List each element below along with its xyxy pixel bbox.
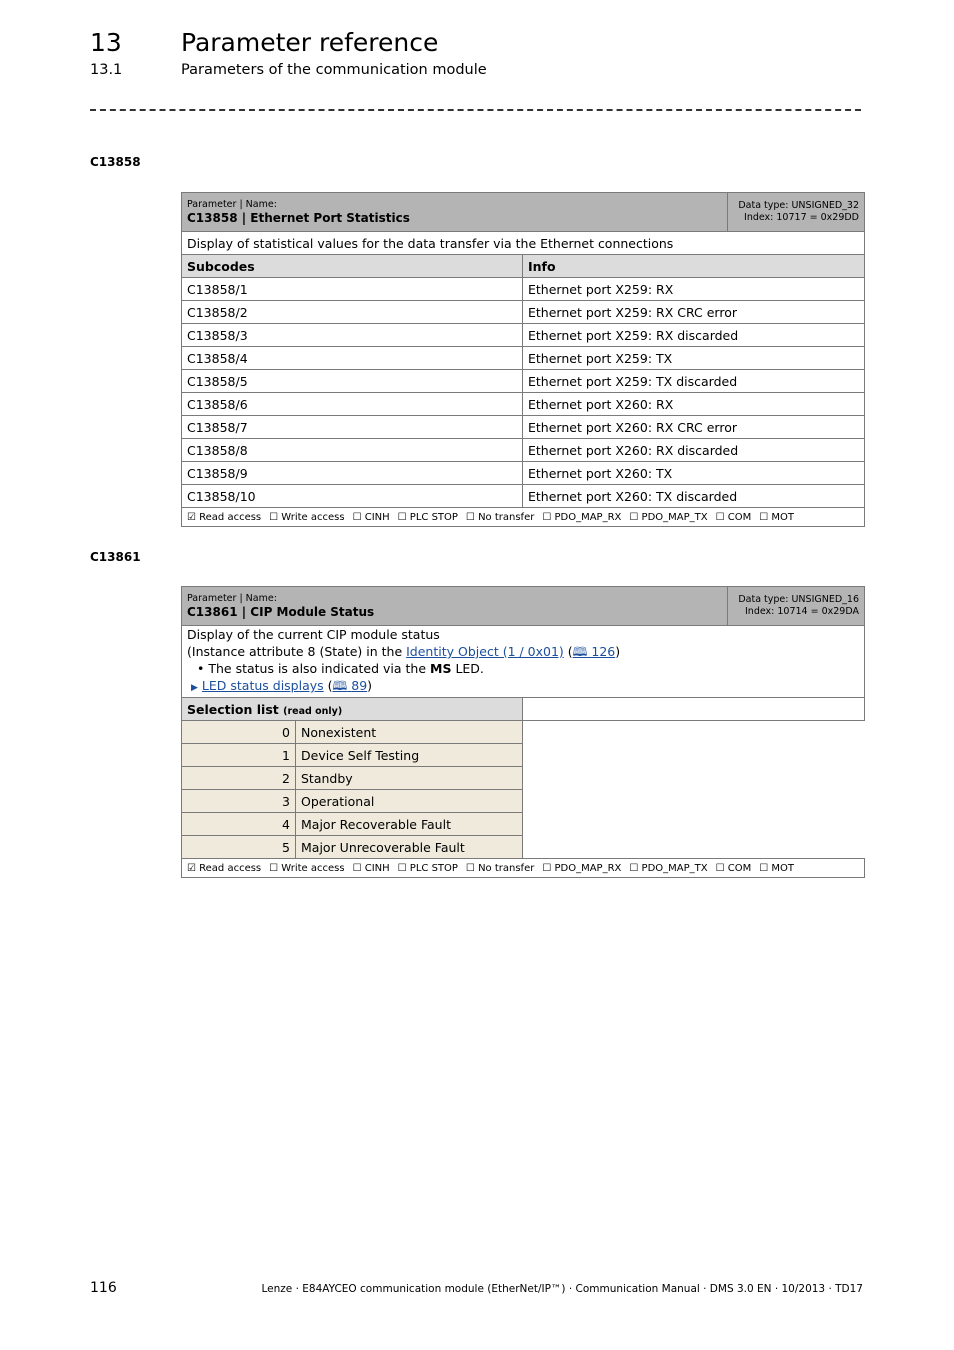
selection-value: 2 xyxy=(182,767,296,790)
c13858-heading: C13858 xyxy=(90,155,141,169)
c13861-access-flags xyxy=(182,859,865,878)
c13861-table xyxy=(181,586,865,878)
data-type: Data type: UNSIGNED_16 xyxy=(738,594,859,605)
info-cell: Ethernet port X260: TX discarded xyxy=(523,485,865,508)
header-divider xyxy=(90,109,861,111)
c13858-table xyxy=(181,192,865,527)
selection-label: Operational xyxy=(296,790,523,813)
access-flag: ☐ PDO_MAP_TX xyxy=(629,511,708,523)
selection-row xyxy=(182,790,865,813)
access-flag: ☐ CINH xyxy=(352,862,390,874)
selection-value: 0 xyxy=(182,721,296,744)
c13861-heading: C13861 xyxy=(90,550,141,564)
subcode-cell: C13858/10 xyxy=(182,485,523,508)
led-status-page-link[interactable]: 🕮 89 xyxy=(332,678,368,693)
footer-text: Lenze · E84AYCEO communication module (EtherNet/IP™) · Communication Manual · DMS 3.0 EN · 10/2013 · TD17 xyxy=(261,1283,863,1295)
selection-value: 3 xyxy=(182,790,296,813)
table-row xyxy=(182,393,865,416)
table-row xyxy=(182,485,865,508)
c13858-param-header xyxy=(182,193,728,232)
info-cell: Ethernet port X260: RX CRC error xyxy=(523,416,865,439)
book-icon: 🕮 xyxy=(572,644,588,659)
index: Index: 10717 = 0x29DD xyxy=(744,212,859,223)
info-cell: Ethernet port X259: RX discarded xyxy=(523,324,865,347)
selection-label: Nonexistent xyxy=(296,721,523,744)
access-flag: ☐ PDO_MAP_TX xyxy=(629,862,708,874)
section-number: 13.1 xyxy=(90,62,123,78)
info-cell: Ethernet port X260: RX discarded xyxy=(523,439,865,462)
selection-label: Major Unrecoverable Fault xyxy=(296,836,523,859)
access-flag: ☐ MOT xyxy=(759,511,794,523)
info-cell: Ethernet port X260: TX xyxy=(523,462,865,485)
subcode-cell: C13858/7 xyxy=(182,416,523,439)
selection-list-header: Selection list (read only) xyxy=(182,698,523,721)
desc-bullet: • The status is also indicated via the MS LED. xyxy=(197,661,484,676)
info-cell: Ethernet port X259: TX discarded xyxy=(523,370,865,393)
access-flag: ☐ PLC STOP xyxy=(397,862,458,874)
c13858-description: Display of statistical values for the data transfer via the Ethernet connections xyxy=(182,232,865,255)
subcode-cell: C13858/1 xyxy=(182,278,523,301)
selection-empty-area xyxy=(523,698,865,721)
access-flag: ☐ COM xyxy=(715,511,752,523)
param-label: Parameter | Name: xyxy=(187,592,277,604)
access-flag: ☐ No transfer xyxy=(465,862,535,874)
selection-row xyxy=(182,836,865,859)
c13858-access-flags xyxy=(182,508,865,527)
subcode-cell: C13858/4 xyxy=(182,347,523,370)
section-title: Parameters of the communication module xyxy=(181,62,487,78)
book-icon: 🕮 xyxy=(332,678,348,693)
index: Index: 10714 = 0x29DA xyxy=(745,606,859,617)
access-flag: ☐ MOT xyxy=(759,862,794,874)
identity-object-link[interactable]: Identity Object (1 / 0x01) xyxy=(406,644,564,659)
subcode-cell: C13858/9 xyxy=(182,462,523,485)
col-subcodes: Subcodes xyxy=(182,255,523,278)
table-row xyxy=(182,301,865,324)
selection-row xyxy=(182,767,865,790)
selection-value: 1 xyxy=(182,744,296,767)
table-row xyxy=(182,370,865,393)
table-row xyxy=(182,278,865,301)
page-number: 116 xyxy=(90,1280,117,1296)
param-label: Parameter | Name: xyxy=(187,198,277,210)
subcode-cell: C13858/2 xyxy=(182,301,523,324)
selection-row xyxy=(182,813,865,836)
info-cell: Ethernet port X259: RX CRC error xyxy=(523,301,865,324)
arrow-right-icon: ▶ xyxy=(191,683,198,693)
access-flag: ☐ No transfer xyxy=(465,511,535,523)
info-cell: Ethernet port X260: RX xyxy=(523,393,865,416)
table-row xyxy=(182,462,865,485)
desc-line-1: Display of the current CIP module status xyxy=(187,627,440,642)
c13858-datatype-cell xyxy=(728,193,865,232)
c13861-datatype-cell xyxy=(728,587,865,626)
table-row xyxy=(182,439,865,462)
info-cell: Ethernet port X259: TX xyxy=(523,347,865,370)
c13861-description xyxy=(182,626,865,698)
access-flag: ☐ Write access xyxy=(269,862,345,874)
c13861-param-header xyxy=(182,587,728,626)
selection-value: 4 xyxy=(182,813,296,836)
info-cell: Ethernet port X259: RX xyxy=(523,278,865,301)
data-type: Data type: UNSIGNED_32 xyxy=(738,200,859,211)
table-row xyxy=(182,347,865,370)
access-flag: ☐ Write access xyxy=(269,511,345,523)
access-flag: ☑ Read access xyxy=(187,862,262,874)
access-flag: ☐ PDO_MAP_RX xyxy=(542,862,622,874)
desc-line-2: (Instance attribute 8 (State) in the Identity Object (1 / 0x01) (🕮 126) xyxy=(187,644,621,659)
selection-row xyxy=(182,744,865,767)
table-row xyxy=(182,324,865,347)
subcode-cell: C13858/5 xyxy=(182,370,523,393)
access-flag: ☐ PDO_MAP_RX xyxy=(542,511,622,523)
access-flag: ☐ CINH xyxy=(352,511,390,523)
selection-label: Major Recoverable Fault xyxy=(296,813,523,836)
col-info: Info xyxy=(523,255,865,278)
access-flag: ☐ COM xyxy=(715,862,752,874)
access-flag: ☐ PLC STOP xyxy=(397,511,458,523)
subcode-cell: C13858/3 xyxy=(182,324,523,347)
selection-row xyxy=(182,721,865,744)
chapter-number: 13 xyxy=(90,28,122,57)
desc-link-line: ▶ LED status displays (🕮 89) xyxy=(191,678,373,693)
selection-label: Standby xyxy=(296,767,523,790)
access-flag: ☑ Read access xyxy=(187,511,262,523)
param-name: C13858 | Ethernet Port Statistics xyxy=(187,210,410,225)
param-name: C13861 | CIP Module Status xyxy=(187,604,375,619)
selection-label: Device Self Testing xyxy=(296,744,523,767)
selection-value: 5 xyxy=(182,836,296,859)
identity-object-page-link[interactable]: 🕮 126 xyxy=(572,644,616,659)
led-status-link[interactable]: LED status displays xyxy=(201,678,324,693)
chapter-title: Parameter reference xyxy=(181,28,439,57)
table-row xyxy=(182,416,865,439)
subcode-cell: C13858/6 xyxy=(182,393,523,416)
subcode-cell: C13858/8 xyxy=(182,439,523,462)
